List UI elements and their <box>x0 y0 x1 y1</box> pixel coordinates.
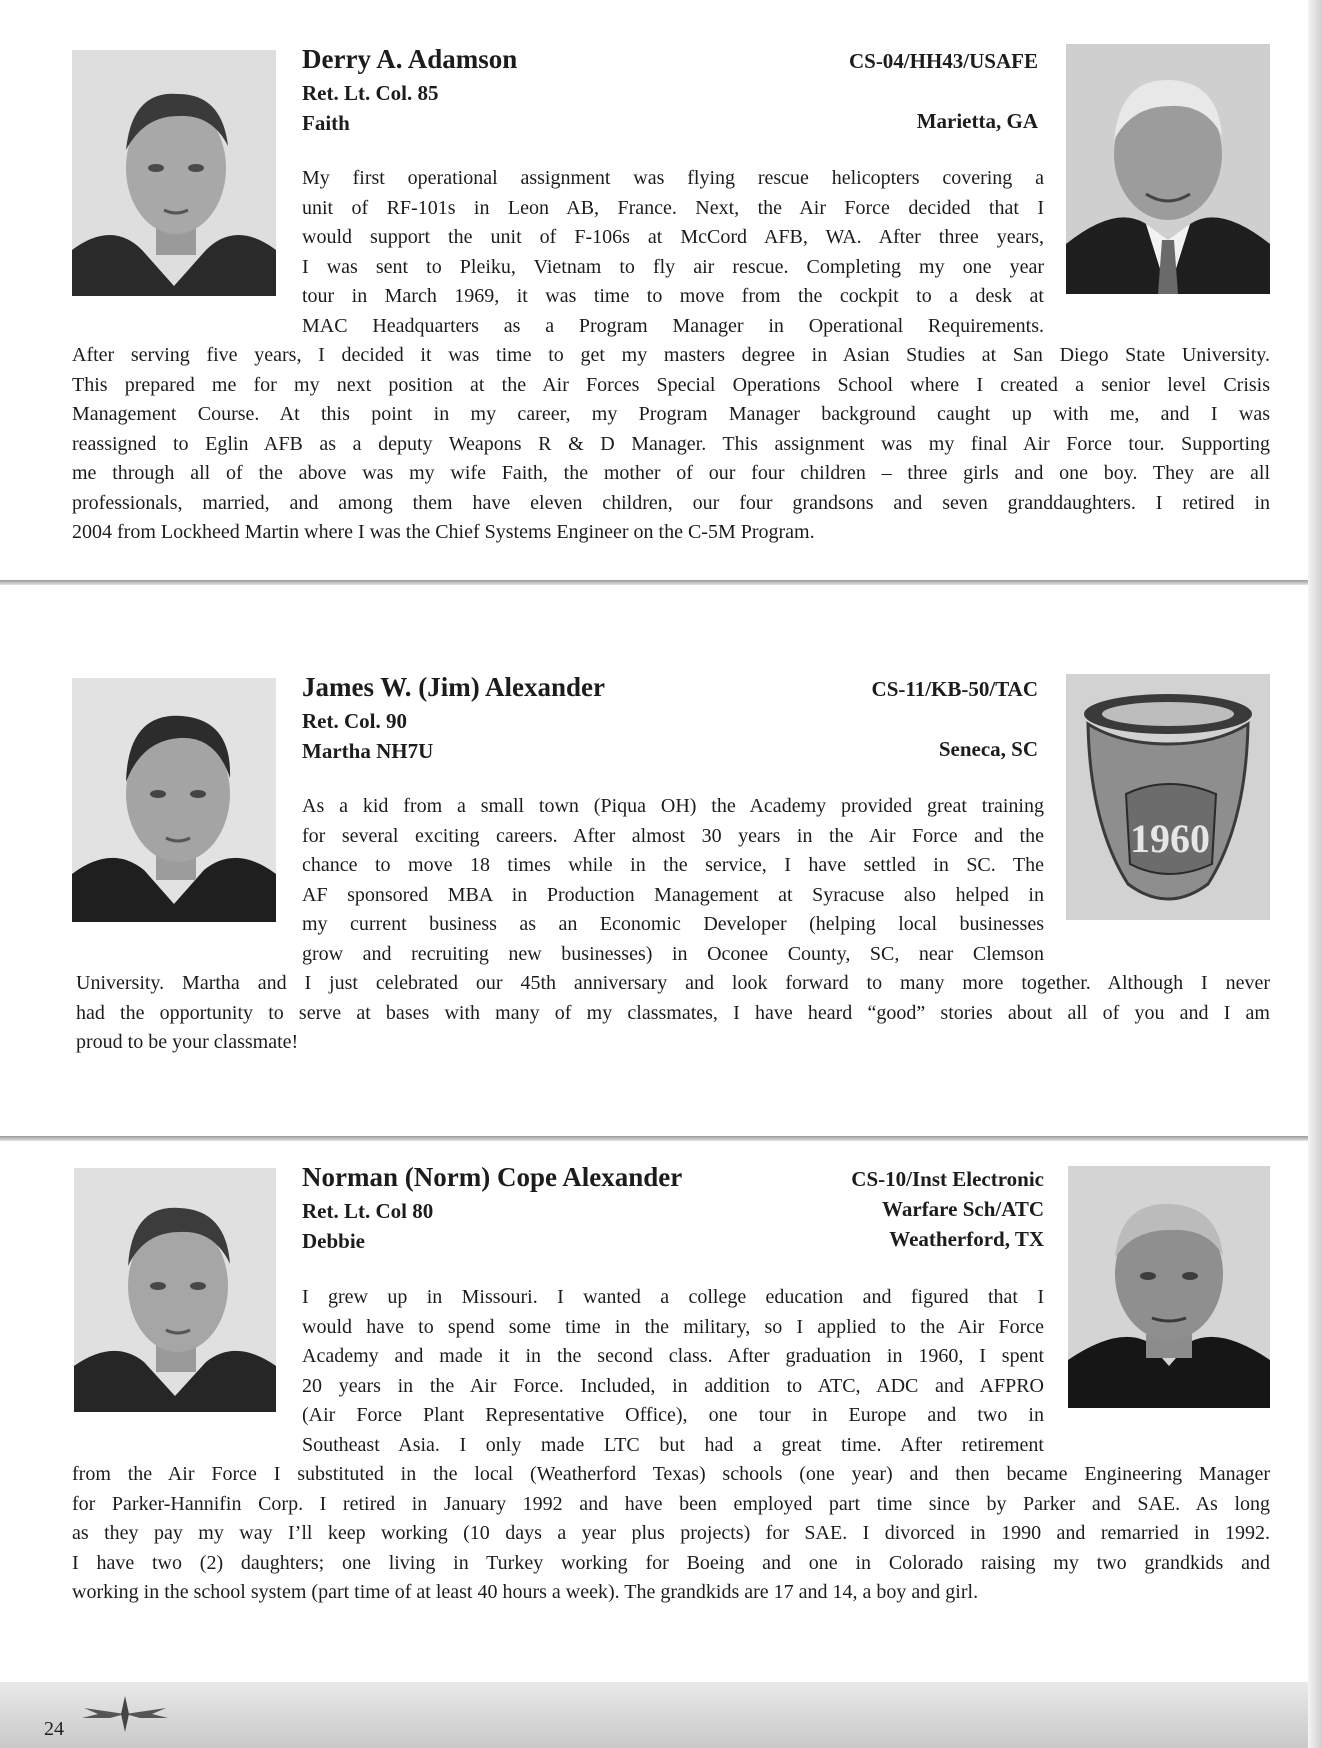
class-ring-photo <box>1066 674 1270 920</box>
bio-line: proud to be your classmate! <box>76 1031 299 1053</box>
entry-spouse: Martha NH7U <box>302 739 434 763</box>
entry-rank: Ret. Lt. Col. 85 <box>302 81 439 105</box>
bio-line: (Air Force Plant Representative Office), one tour in Europe and two in <box>302 1404 1044 1426</box>
bio-line: would have to spend some time in the military, so I applied to the Air Force <box>302 1315 1044 1338</box>
entry-squadron-line2: Warfare Sch/ATC <box>882 1197 1044 1221</box>
bio-wide <box>72 341 1270 548</box>
bio-line: My first operational assignment was flying rescue helicopters covering a <box>302 167 1044 189</box>
ring-year: 1960 <box>1130 816 1210 861</box>
bio-line: I grew up in Missouri. I wanted a college education and figured that I <box>302 1286 1044 1308</box>
bio-line: had the opportunity to serve at bases with many of my classmates, I have heard “good” stories about all of you and I am <box>76 1001 1270 1024</box>
bio-line: I was sent to Pleiku, Vietnam to fly air rescue. Completing my one year <box>302 255 1044 278</box>
bio-line: After serving five years, I decided it was time to get my masters degree in Asian Studies at San Diego State University. <box>72 344 1270 366</box>
bio-line: 20 years in the Air Force. Included, in addition to ATC, ADC and AFPRO <box>302 1374 1044 1397</box>
entry-location: Seneca, SC <box>938 737 1038 761</box>
current-photo-adamson <box>1066 44 1270 294</box>
bio-line: reassigned to Eglin AFB as a deputy Weapons R & D Manager. This assignment was my final Air Force tour. Supporting <box>72 432 1270 455</box>
section-divider <box>0 1136 1308 1141</box>
bio-line: grow and recruiting new businesses) in Oconee County, SC, near Clemson <box>302 942 1044 965</box>
entry-location: Marietta, GA <box>916 109 1038 133</box>
bio-wide <box>72 1460 1270 1608</box>
entry-name: Derry A. Adamson <box>302 44 518 74</box>
bio-line: chance to move 18 times while in the service, I have settled in SC. The <box>302 854 1044 876</box>
bio-line: from the Air Force I substituted in the local (Weatherford Texas) schools (one year) and then became Engineering Manager <box>72 1463 1270 1485</box>
bio-line: As a kid from a small town (Piqua OH) the Academy provided great training <box>302 795 1044 817</box>
bio-line: MAC Headquarters as a Program Manager in Operational Requirements. <box>302 314 1044 337</box>
page-edge-shadow <box>1308 0 1322 1748</box>
entry-rank: Ret. Lt. Col 80 <box>302 1199 434 1223</box>
falcon-wings-icon <box>80 1688 170 1738</box>
bio-line: working in the school system (part time of at least 40 hours a week). The grandkids are 17 and 14, a boy and girl. <box>72 1581 979 1603</box>
bio-line: professionals, married, and among them have eleven children, our four grandsons and seven granddaughters. I retired in <box>72 491 1270 514</box>
bio-line: me through all of the above was my wife Faith, the mother of our four children – three girls and one boy. They are all <box>72 462 1270 484</box>
bio-line: for several exciting careers. After almost 30 years in the Air Force and the <box>302 824 1044 847</box>
bio-line: my current business as an Economic Developer (helping local businesses <box>302 913 1044 935</box>
bio-line: Management Course. At this point in my career, my Program Manager background caught up with me, and I was <box>72 403 1270 425</box>
bio-line: for Parker-Hannifin Corp. I retired in January 1992 and have been employed part time since by Parker and SAE. As long <box>72 1492 1270 1515</box>
entry-location: Weatherford, TX <box>889 1227 1044 1251</box>
bio-line: Southeast Asia. I only made LTC but had a great time. After retirement <box>302 1433 1044 1456</box>
bio-narrow <box>302 1283 1044 1460</box>
bio-line: Academy and made it in the second class. After graduation in 1960, I spent <box>302 1345 1044 1367</box>
entry-squadron-line1: CS-10/Inst Electronic <box>851 1167 1044 1191</box>
bio-narrow <box>302 792 1044 969</box>
page-number: 24 <box>44 1718 64 1740</box>
section-divider <box>0 580 1308 585</box>
entry-spouse: Faith <box>302 111 350 135</box>
entry-spouse: Debbie <box>302 1229 365 1253</box>
bio-narrow <box>302 164 1044 341</box>
bio-line: unit of RF-101s in Leon AB, France. Next, the Air Force decided that I <box>302 196 1044 219</box>
bio-line: AF sponsored MBA in Production Management at Syracuse also helped in <box>302 883 1044 906</box>
entry-name: James W. (Jim) Alexander <box>302 672 605 702</box>
current-photo-alexander-norman <box>1068 1166 1270 1408</box>
entry-squadron: CS-11/KB-50/TAC <box>871 677 1038 701</box>
entry-squadron: CS-04/HH43/USAFE <box>848 49 1038 73</box>
cadet-photo-alexander-james <box>72 678 276 922</box>
entry-rank: Ret. Col. 90 <box>302 709 407 733</box>
bio-line: tour in March 1969, it was time to move from the cockpit to a desk at <box>302 285 1044 307</box>
entry-name: Norman (Norm) Cope Alexander <box>302 1162 683 1192</box>
bio-line: University. Martha and I just celebrated our 45th anniversary and look forward to many more together. Although I never <box>76 972 1270 994</box>
page-footer-bar <box>0 1682 1308 1748</box>
bio-line: This prepared me for my next position at the Air Forces Special Operations School where I created a senior level Crisis <box>72 373 1270 396</box>
cadet-photo-alexander-norman <box>74 1168 276 1412</box>
bio-line: I have two (2) daughters; one living in Turkey working for Boeing and one in Colorado raising my two grandkids and <box>72 1551 1270 1574</box>
bio-line: as they pay my way I’ll keep working (10 days a year plus projects) for SAE. I divorced in 1990 and remarried in 1992. <box>72 1522 1270 1544</box>
bio-line: would support the unit of F-106s at McCord AFB, WA. After three years, <box>302 226 1044 248</box>
bio-wide <box>76 969 1270 1058</box>
bio-line: 2004 from Lockheed Martin where I was the Chief Systems Engineer on the C-5M Program. <box>72 521 815 543</box>
cadet-photo-adamson <box>72 50 276 296</box>
